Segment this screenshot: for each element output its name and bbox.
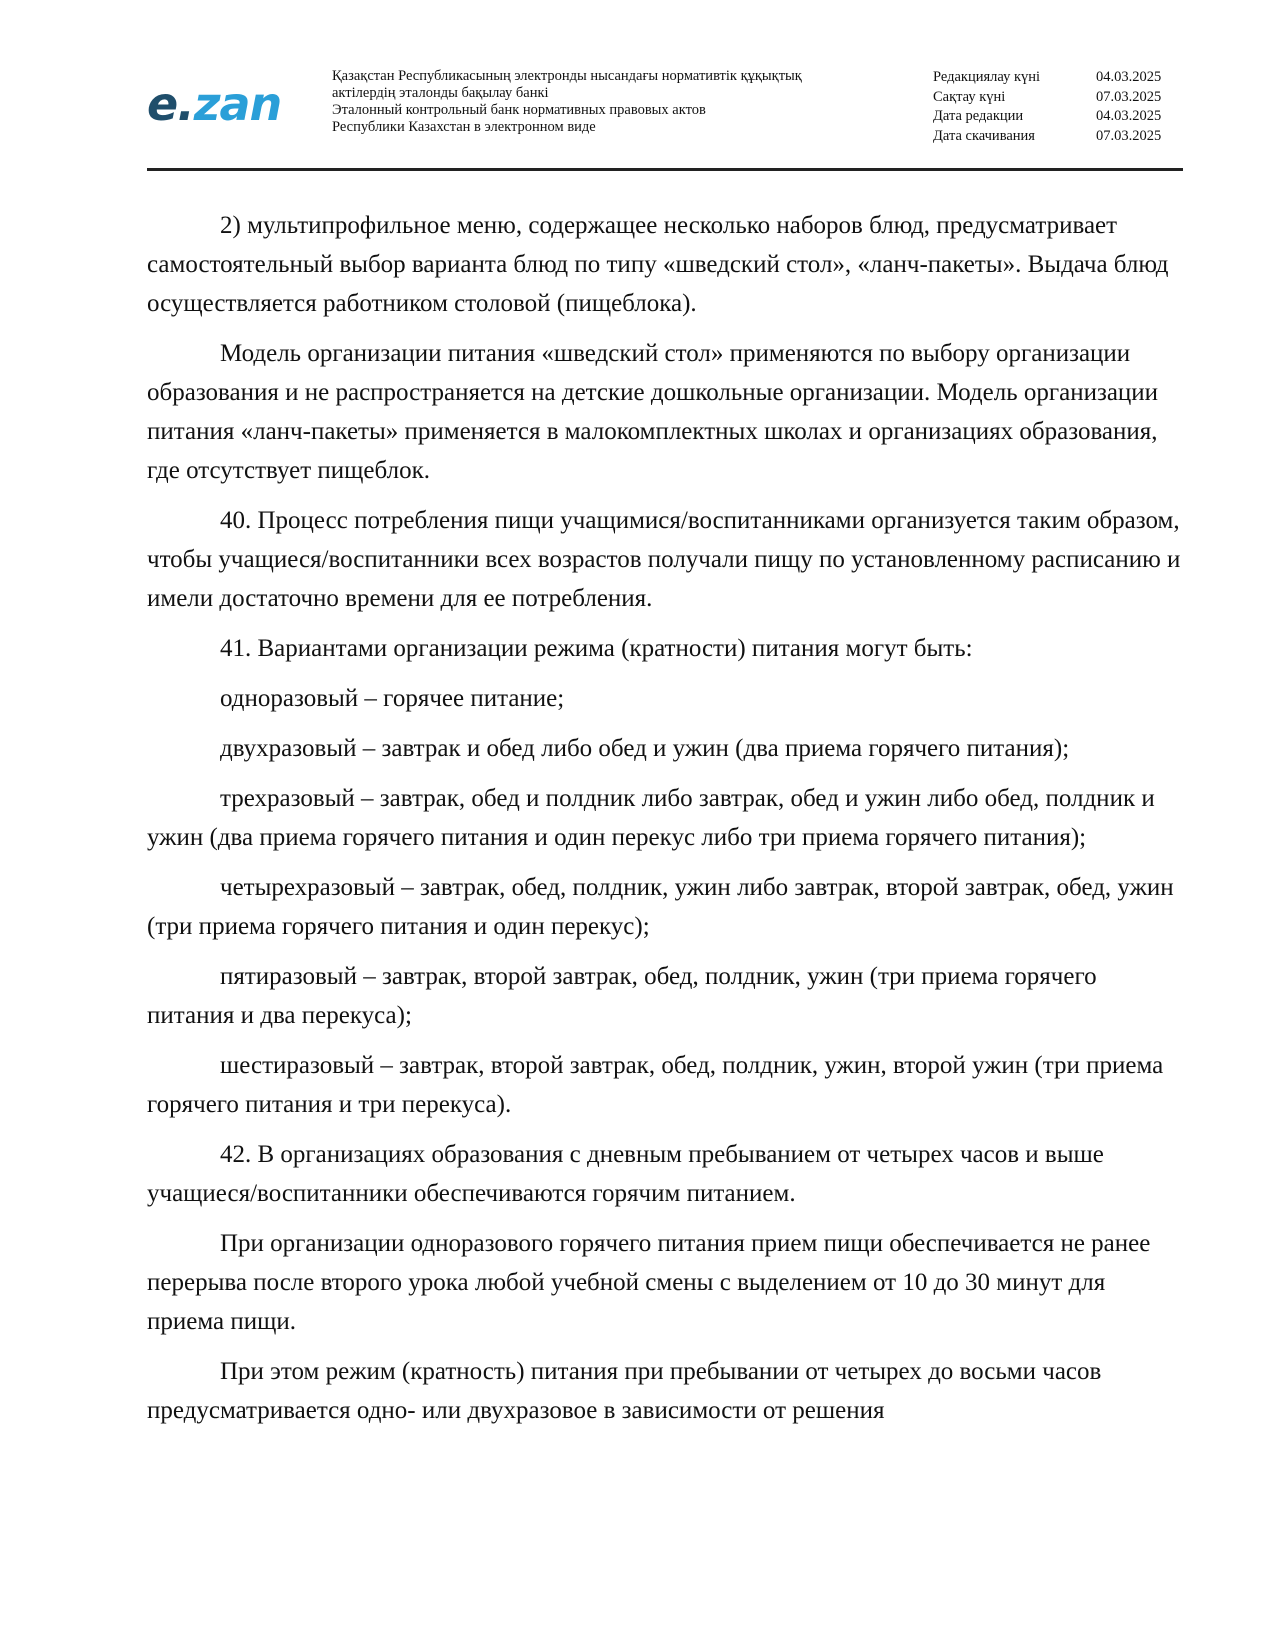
- meta-row: [933, 68, 1183, 88]
- body-paragraph: четырехразовый – завтрак, обед, полдник, ужин либо завтрак, второй завтрак, обед, ужин (три приема горячего питания и один перекус);: [147, 874, 1174, 940]
- body-paragraph: 40. Процесс потребления пищи учащимися/воспитанниками организуется таким образом, чтобы учащиеся/воспитанники всех возрастов получали пищу по установленному расписанию и имели достаточно времени для ее потребления.: [147, 507, 1181, 612]
- header-line: Республики Казахстан в электронном виде: [332, 119, 596, 135]
- body-paragraph: шестиразовый – завтрак, второй завтрак, обед, полдник, ужин, второй ужин (три приема горячего питания и три перекуса).: [147, 1052, 1164, 1118]
- logo-text-dot: .: [177, 77, 194, 131]
- header-line: Қазақстан Республикасының электронды нысандағы нормативтік құқықтық: [332, 68, 802, 84]
- body-paragraph: трехразовый – завтрак, обед и полдник либо завтрак, обед и ужин либо обед, полдник и ужин (два приема горячего питания и один перекус либо три приема горячего питания);: [147, 785, 1155, 851]
- body-paragraph: одноразовый – горячее питание;: [220, 685, 565, 712]
- logo-text-e: e: [147, 77, 178, 131]
- body-paragraph: 42. В организациях образования с дневным пребыванием от четырех часов и выше учащиеся/воспитанники обеспечиваются горячим питанием.: [147, 1141, 1104, 1207]
- body-paragraph: 2) мультипрофильное меню, содержащее несколько наборов блюд, предусматривает самостоятельный выбор варианта блюд по типу «шведский стол», «ланч-пакеты». Выдача блюд осуществляется работником столовой (пищеблока).: [147, 212, 1169, 317]
- document-header: [147, 62, 1183, 171]
- meta-value: 04.03.2025: [1096, 69, 1162, 85]
- body-paragraph: двухразовый – завтрак и обед либо обед и ужин (два приема горячего питания);: [220, 735, 1070, 762]
- meta-value: 07.03.2025: [1096, 127, 1162, 144]
- logo-text-zan: zan: [193, 77, 282, 131]
- meta-label: Дата скачивания: [933, 127, 1035, 144]
- body-paragraph: 41. Вариантами организации режима (кратности) питания могут быть:: [220, 635, 973, 662]
- ezan-logo: [147, 76, 297, 132]
- body-paragraph: При этом режим (кратность) питания при пребывании от четырех до восьми часов предусматривается одно- или двухразовое в зависимости от решения: [147, 1358, 1102, 1424]
- body-paragraph: Модель организации питания «шведский стол» применяются по выбору организации образования и не распространяется на детские дошкольные организации. Модель организации питания «ланч-пакеты» применяется в малокомплектных школах и организациях образования, где отсутствует пищеблок.: [147, 340, 1159, 484]
- body-paragraph: При организации одноразового горячего питания прием пищи обеспечивается не ранее перерыва после второго урока любой учебной смены с выделением от 10 до 30 минут для приема пищи.: [147, 1230, 1151, 1335]
- header-line: Эталонный контрольный банк нормативных правовых актов: [332, 102, 706, 118]
- meta-row: [933, 107, 1183, 127]
- document-body: [147, 206, 1187, 1441]
- meta-label: Редакциялау күні: [933, 69, 1041, 85]
- meta-label: Дата редакции: [933, 108, 1024, 124]
- meta-row: [933, 88, 1183, 108]
- document-dates-table: [933, 68, 1183, 146]
- meta-row: [933, 127, 1183, 147]
- meta-label: Сақтау күні: [933, 88, 1006, 105]
- header-description: [332, 68, 892, 136]
- body-paragraph: пятиразовый – завтрак, второй завтрак, обед, полдник, ужин (три приема горячего питания и два перекуса);: [147, 963, 1097, 1029]
- meta-value: 07.03.2025: [1096, 88, 1162, 105]
- header-line: актілердің эталонды бақылау банкі: [332, 85, 549, 101]
- meta-value: 04.03.2025: [1096, 108, 1162, 124]
